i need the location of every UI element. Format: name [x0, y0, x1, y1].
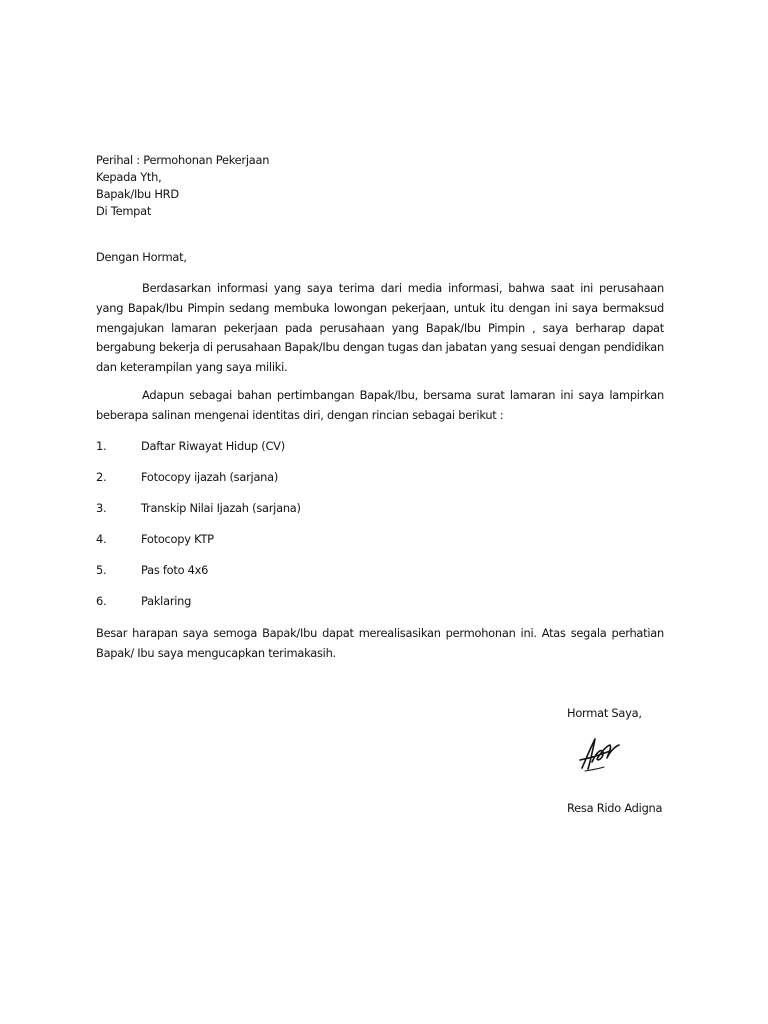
body-paragraph-2: Adapun sebagai bahan pertimbangan Bapak/Ibu, bersama surat lamaran ini saya lampirkan beberapa salinan mengenai identitas diri, dengan rincian sebagai berikut :	[96, 388, 664, 422]
attachment-number: 3.	[96, 501, 107, 515]
attachment-number: 6.	[96, 594, 107, 608]
attachment-item: Fotocopy ijazah (sarjana)	[141, 470, 279, 484]
attachment-item: Fotocopy KTP	[141, 532, 214, 546]
attachment-item: Paklaring	[141, 594, 192, 608]
letter-subject: Perihal : Permohonan Pekerjaan	[96, 153, 270, 167]
attachment-number: 1.	[96, 439, 107, 453]
closing-greeting: Hormat Saya,	[567, 706, 642, 720]
signer-name: Resa Rido Adigna	[567, 801, 663, 815]
attachment-item: Daftar Riwayat Hidup (CV)	[141, 439, 285, 453]
recipient-line-2: Bapak/Ibu HRD	[96, 187, 179, 201]
recipient-line-3: Di Tempat	[96, 204, 152, 218]
body-paragraph-1: Berdasarkan informasi yang saya terima dari media informasi, bahwa saat ini perusahaan yang Bapak/Ibu Pimpin sedang membuka lowongan pekerjaan, untuk itu dengan ini saya bermaksud mengajukan lamaran pekerjaan pada perusahaan yang Bapak/Ibu Pimpin , saya berharap dapat bergabung bekerja di perusahaan Bapak/Ibu dengan tugas dan jabatan yang sesuai dengan pendidikan dan keterampilan yang saya miliki.	[96, 281, 664, 375]
attachment-number: 5.	[96, 563, 107, 577]
handwritten-signature	[576, 733, 622, 775]
closing-paragraph: Besar harapan saya semoga Bapak/Ibu dapat merealisasikan permohonan ini. Atas segala perhatian Bapak/ Ibu saya mengucapkan terimakasih.	[96, 626, 664, 660]
attachment-number: 4.	[96, 532, 107, 546]
recipient-line-1: Kepada Yth,	[96, 170, 162, 184]
attachment-item: Transkip Nilai Ijazah (sarjana)	[141, 501, 301, 515]
salutation: Dengan Hormat,	[96, 250, 187, 264]
attachment-item: Pas foto 4x6	[141, 563, 209, 577]
attachment-number: 2.	[96, 470, 107, 484]
